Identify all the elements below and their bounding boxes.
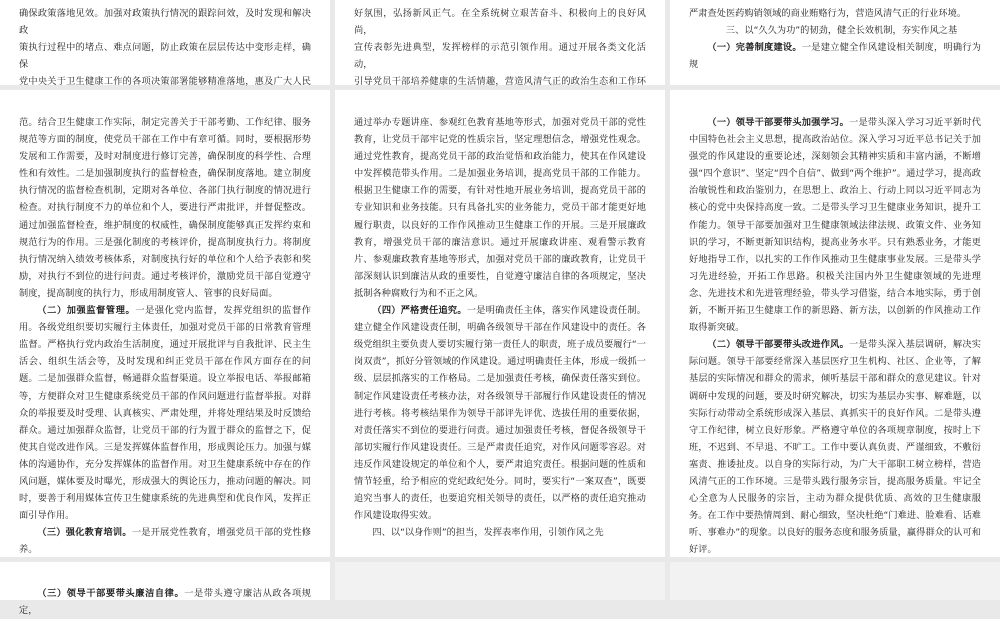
paragraph — [19, 524, 311, 558]
paragraph-text: 四、以“以身作则”的担当，发挥表率作用，引领作风之先 — [372, 527, 604, 539]
paragraph — [354, 39, 646, 73]
paragraph-text: 一是带头遵守廉洁从政各项规定， — [19, 588, 311, 617]
page-top-left — [0, 0, 330, 88]
paragraph — [689, 39, 981, 73]
paragraph — [19, 302, 311, 524]
paragraph-text: 范。结合卫生健康工作实际，制定完善关于干部考勤、工作纪律、服务规范等方面的制度，使党员干部在工作中有章可循。同时，要根据形势发展和工作需要，及时对制度进行修订完善，确保制度的科学性、合理性和有效性。二是加强制度执行的监督检查，确保制度落地。建立制度执行情况的监督检查机制，定期对各单位、各部门执行制度的情况进行检查。对执行制度不力的单位和个人，要进行严肃批评，并督促整改。通过加强监督检查，维护制度的权威性，确保制度能够真正发挥约束和规范行为的作用。三是强化制度的考核评价，提高制度执行力。将制度执行情况纳入绩效考核体系，对制度执行好的单位和个人给予表彰和奖励，对执行不到位的进行问责。通过考核评价，激励党员干部自觉遵守制度，提高制度的执行力，形成用制度管人、管事的良好局面。 — [19, 117, 311, 299]
paragraph-text: 三、以“久久为功”的韧劲，健全长效机制，夯实作风之基 — [707, 25, 958, 37]
paragraph — [354, 114, 646, 302]
paragraph-text: 确保政策落地见效。加强对政策执行情况的跟踪问效，及时发现和解决政 — [19, 8, 311, 37]
paragraph-text: 一是带头深入基层调研，解决实际问题。领导干部要经常深入基层医疗卫生机构、社区、企业等，了解基层的实际情况和群众的需求，倾听基层干部和群众的意见建议。针对调研中发现的问题，要及时研究解决，切实为基层办实事、解难题，以实际行动带动全系统形成深入基层、真抓实干的良好作风。二是带头遵守工作纪律，树立良好形象。严格遵守单位的各项规章制度，按时上下班，不迟到、不早退、不旷工。工作中要认真负责、严谨细致，不敷衍塞责、推诿扯皮。以自身的实际行动，为广大干部职工树立榜样，营造风清气正的工作环境。三是带头践行服务宗旨，提高服务质量。牢记全心全意为人民服务的宗旨，主动为群众提供优质、高效的卫生健康服务。在工作中要热情周到、耐心细致，坚决杜绝“门难进、脸难看、话难听、事难办”的现象。以良好的服务态度和服务质量，赢得群众的认可和好评。 — [689, 339, 982, 556]
paragraph — [19, 114, 311, 302]
page-top-right — [670, 0, 1000, 85]
paragraph — [689, 5, 981, 22]
page-top-middle — [335, 0, 665, 88]
page-mid-left — [0, 90, 330, 557]
paragraph-heading: （二）领导干部要带头改进作风。 — [707, 339, 850, 351]
paragraph-text: 宣传表彰先进典型，发挥榜样的示范引领作用。通过开展各类文化活动， — [354, 42, 646, 71]
paragraph-heading: （三）强化教育培训。 — [37, 527, 132, 539]
paragraph-heading: （一）完善制度建设。 — [707, 42, 802, 54]
page-bottom-left — [0, 562, 330, 617]
paragraph — [354, 5, 646, 39]
paragraph-text: 一是带头深入学习习近平新时代中国特色社会主义思想，提高政治站位。深入学习习近平总书记关于加强党的作风建设的重要论述，深刻领会其精神实质和丰富内涵，不断增强“四个意识”、坚定“四个自信”、做到“两个维护”。通过学习，提高政治敏锐性和政治鉴别力，在思想上、政治上、行动上同以习近平同志为核心的党中央保持高度一致。二是带头学习卫生健康业务知识，提升工作能力。领导干部要加强对卫生健康领域法律法规、政策文件、业务知识的学习，不断更新知识结构，提高业务水平。只有熟悉业务，才能更好地指导工作，以扎实的工作作风推动卫生健康事业发展。三是带头学习先进经验，开拓工作思路。积极关注国内外卫生健康领域的先进理念、先进技术和先进管理经验，带头学习借鉴，结合本地实际，勇于创新，不断开拓卫生健康工作的新思路、新方法，以创新的作风推动工作取得新突破。 — [689, 117, 982, 334]
paragraph — [354, 524, 646, 541]
paragraph — [689, 22, 981, 39]
paragraph — [689, 336, 981, 558]
paragraph-text: 一是建立健全作风建设相关制度，明确行为规 — [689, 42, 982, 71]
paragraph — [19, 585, 311, 619]
paragraph-text: 一是强化党内监督，发挥党组织的监督作用。各级党组织要切实履行主体责任，加强对党员干部的日常教育管理监督。严格执行党内政治生活制度，通过开展批评与自我批评、民主生活会、组织生活会等，及时发现和纠正党员干部在作风方面存在的问题。二是加强群众监督，畅通群众监督渠道。设立举报电话、举报邮箱等，方便群众对卫生健康系统党员干部的作风问题进行监督举报。对群众的举报要及时受理、认真核实、严肃处理，并将处理结果及时反馈给群众。通过加强群众监督，让党员干部的行为置于群众的监督之下，促使其自觉改进作风。三是发挥媒体监督作用，形成舆论压力。加强与媒体的沟通协作，充分发挥媒体的监督作用。对卫生健康系统中存在的作风问题，媒体要及时曝光，形成强大的舆论压力，推动问题的解决。同时，要善于利用媒体宣传卫生健康系统的先进典型和优良作风，发挥正面引导作用。 — [19, 305, 312, 522]
page-bottom-middle — [335, 562, 665, 600]
paragraph-text: 通过举办专题讲座、参观红色教育基地等形式，加强对党员干部的党性教育，让党员干部牢记党的性质宗旨，坚定理想信念，增强党性观念。通过党性教育，提高党员干部的政治觉悟和政治能力，使其在作风建设中发挥模范带头作用。二是加强业务培训，提高党员干部的工作能力。根据卫生健康工作的需要，有针对性地开展业务培训，提高党员干部的专业知识和业务技能。只有具备扎实的业务能力，党员干部才能更好地履行职责，以良好的工作作风推动卫生健康工作的开展。三是开展廉政教育，增强党员干部的廉洁意识。通过开展廉政讲座、观看警示教育片、参观廉政教育基地等形式，加强对党员干部的廉政教育，让党员干部深刻认识到廉洁从政的重要性，自觉遵守廉洁自律的各项规定，坚决抵制各种腐败行为和不正之风。 — [354, 117, 646, 299]
paragraph-text: 一是开展党性教育，增强党员干部的党性修养。 — [19, 527, 312, 556]
page-mid-middle — [335, 90, 665, 557]
paragraph-text: 党中央关于卫生健康工作的各项决策部署能够精准落地，惠及广大人民 — [19, 76, 311, 88]
paragraph-text: 引导党员干部培养健康的生活情趣，营造风清气正的政治生态和工作环 — [354, 76, 646, 88]
paragraph — [19, 39, 311, 73]
paragraph — [19, 5, 311, 39]
paragraph-heading: （四）严格责任追究。 — [372, 305, 467, 317]
page-bottom-right — [670, 562, 1000, 600]
paragraph-text: 好氛围，弘扬新风正气。在全系统树立艰苦奋斗、积极向上的良好风尚， — [354, 8, 646, 37]
paragraph — [354, 302, 646, 524]
paragraph-heading: （二）加强监督管理。 — [37, 305, 136, 317]
paragraph-text: 一是明确责任主体，落实作风建设责任制。建立健全作风建设责任制，明确各级领导干部在作风建设中的责任。各级党组织主要负责人要切实履行第一责任人的职责，班子成员要履行“一岗双责”，抓好分管领域的作风建设。通过明确责任主体，形成一级抓一级、层层抓落实的工作格局。二是加强责任考核，确保责任落实到位。制定作风建设责任考核办法，对各级领导干部履行作风建设责任的情况进行考核。将考核结果作为领导干部评先评优、选拔任用的重要依据，对责任落实不到位的要进行问责。通过加强责任考核，督促各级领导干部切实履行作风建设责任。三是严肃责任追究，对作风问题零容忍。对违反作风建设规定的单位和个人，要严肃追究责任。根据问题的性质和情节轻重，给予相应的党纪政纪处分。同时，要实行“一案双查”，既要追究当事人的责任，也要追究相关领导的责任，以严格的责任追究推动作风建设取得实效。 — [354, 305, 647, 522]
paragraph-text: 策执行过程中的堵点、难点问题，防止政策在层层传达中变形走样，确保 — [19, 42, 311, 71]
paragraph-text: 严肃查处医药购销领域的商业贿赂行为，营造风清气正的行业环境。 — [689, 8, 967, 19]
paragraph — [689, 114, 981, 336]
page-mid-right — [670, 90, 1000, 557]
paragraph-heading: （三）领导干部要带头廉洁自律。 — [37, 588, 185, 599]
paragraph-heading: （一）领导干部要带头加强学习。 — [707, 117, 850, 128]
